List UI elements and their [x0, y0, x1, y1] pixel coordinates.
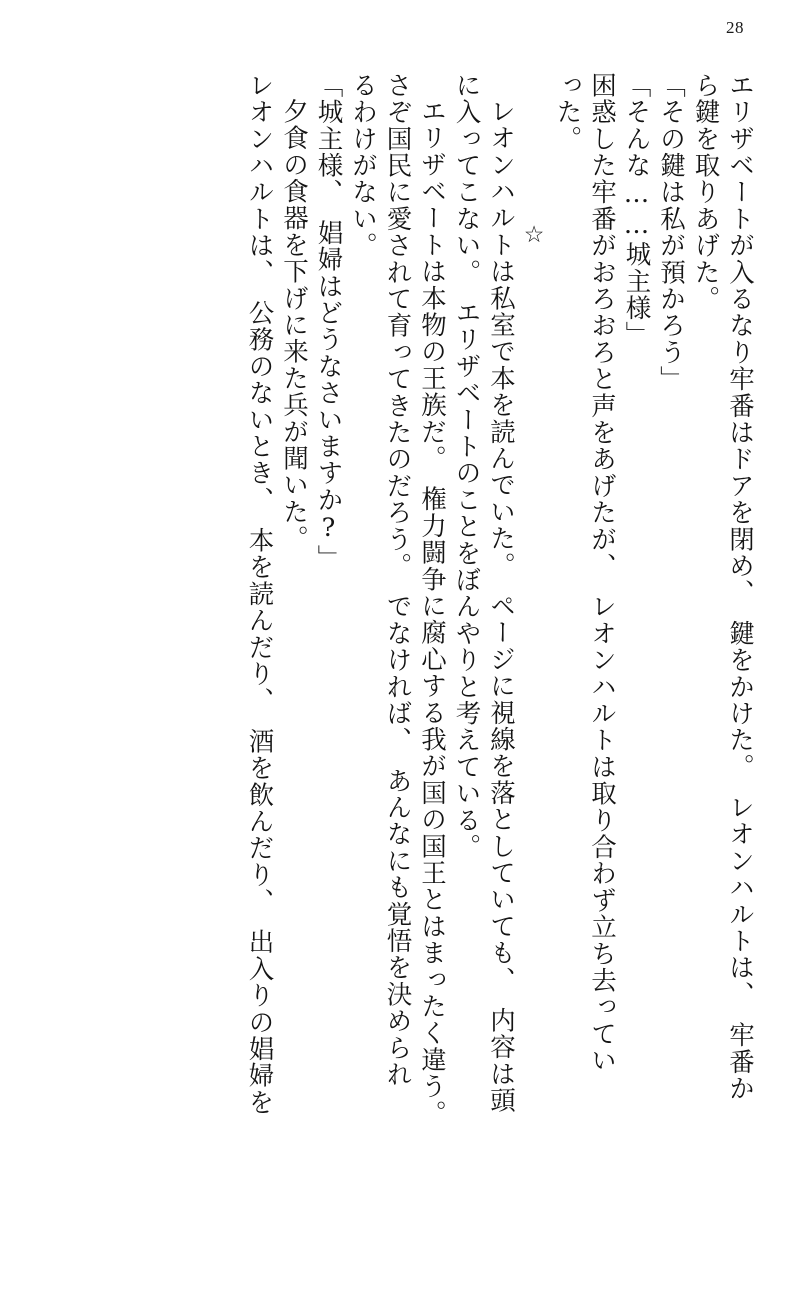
scene-break-star: ☆ — [521, 222, 547, 248]
text-line: 「城主様、 娼婦はどうなさいますか?」 — [313, 72, 344, 572]
text-line: 「その鍵は私が預かろう」 — [656, 72, 686, 393]
text-line: 「そんな……城主様」 — [621, 72, 652, 348]
text-line: レオンハルトは、 公務のないとき、 本を読んだり、 酒を飲んだり、 出入りの娼婦を — [244, 72, 275, 1116]
text-line: ら鍵を取りあげた。 — [690, 72, 721, 313]
text-line: さぞ国民に愛されて育ってきたのだろう。 でなければ、 あんなにも覚悟を決められ — [382, 72, 413, 1088]
text-line: 夕食の食器を下げに来た兵が聞いた。 — [279, 98, 309, 552]
text-line: った。 — [552, 72, 583, 153]
text-line: エリザベートが入るなり牢番はドアを閉め、 鍵をかけた。 レオンハルトは、 牢番か — [725, 72, 755, 1102]
text-line: 困惑した牢番がおろおろと声をあげたが、 レオンハルトは取り合わず立ち去ってい — [587, 72, 617, 1074]
page-number: 28 — [726, 18, 744, 37]
text-line: るわけがない。 — [348, 72, 378, 259]
text-line: レオンハルトは私室で本を読んでいた。 ページに視線を落としていても、 内容は頭 — [486, 98, 516, 1114]
text-line: エリザベートは本物の王族だ。 権力闘争に腐心する我が国の国王とはまったく違う。 — [417, 98, 447, 1127]
vertical-text-body — [36, 72, 755, 1166]
text-line: に入ってこない。 エリザベートのことをぼんやりと考えている。 — [451, 72, 482, 861]
